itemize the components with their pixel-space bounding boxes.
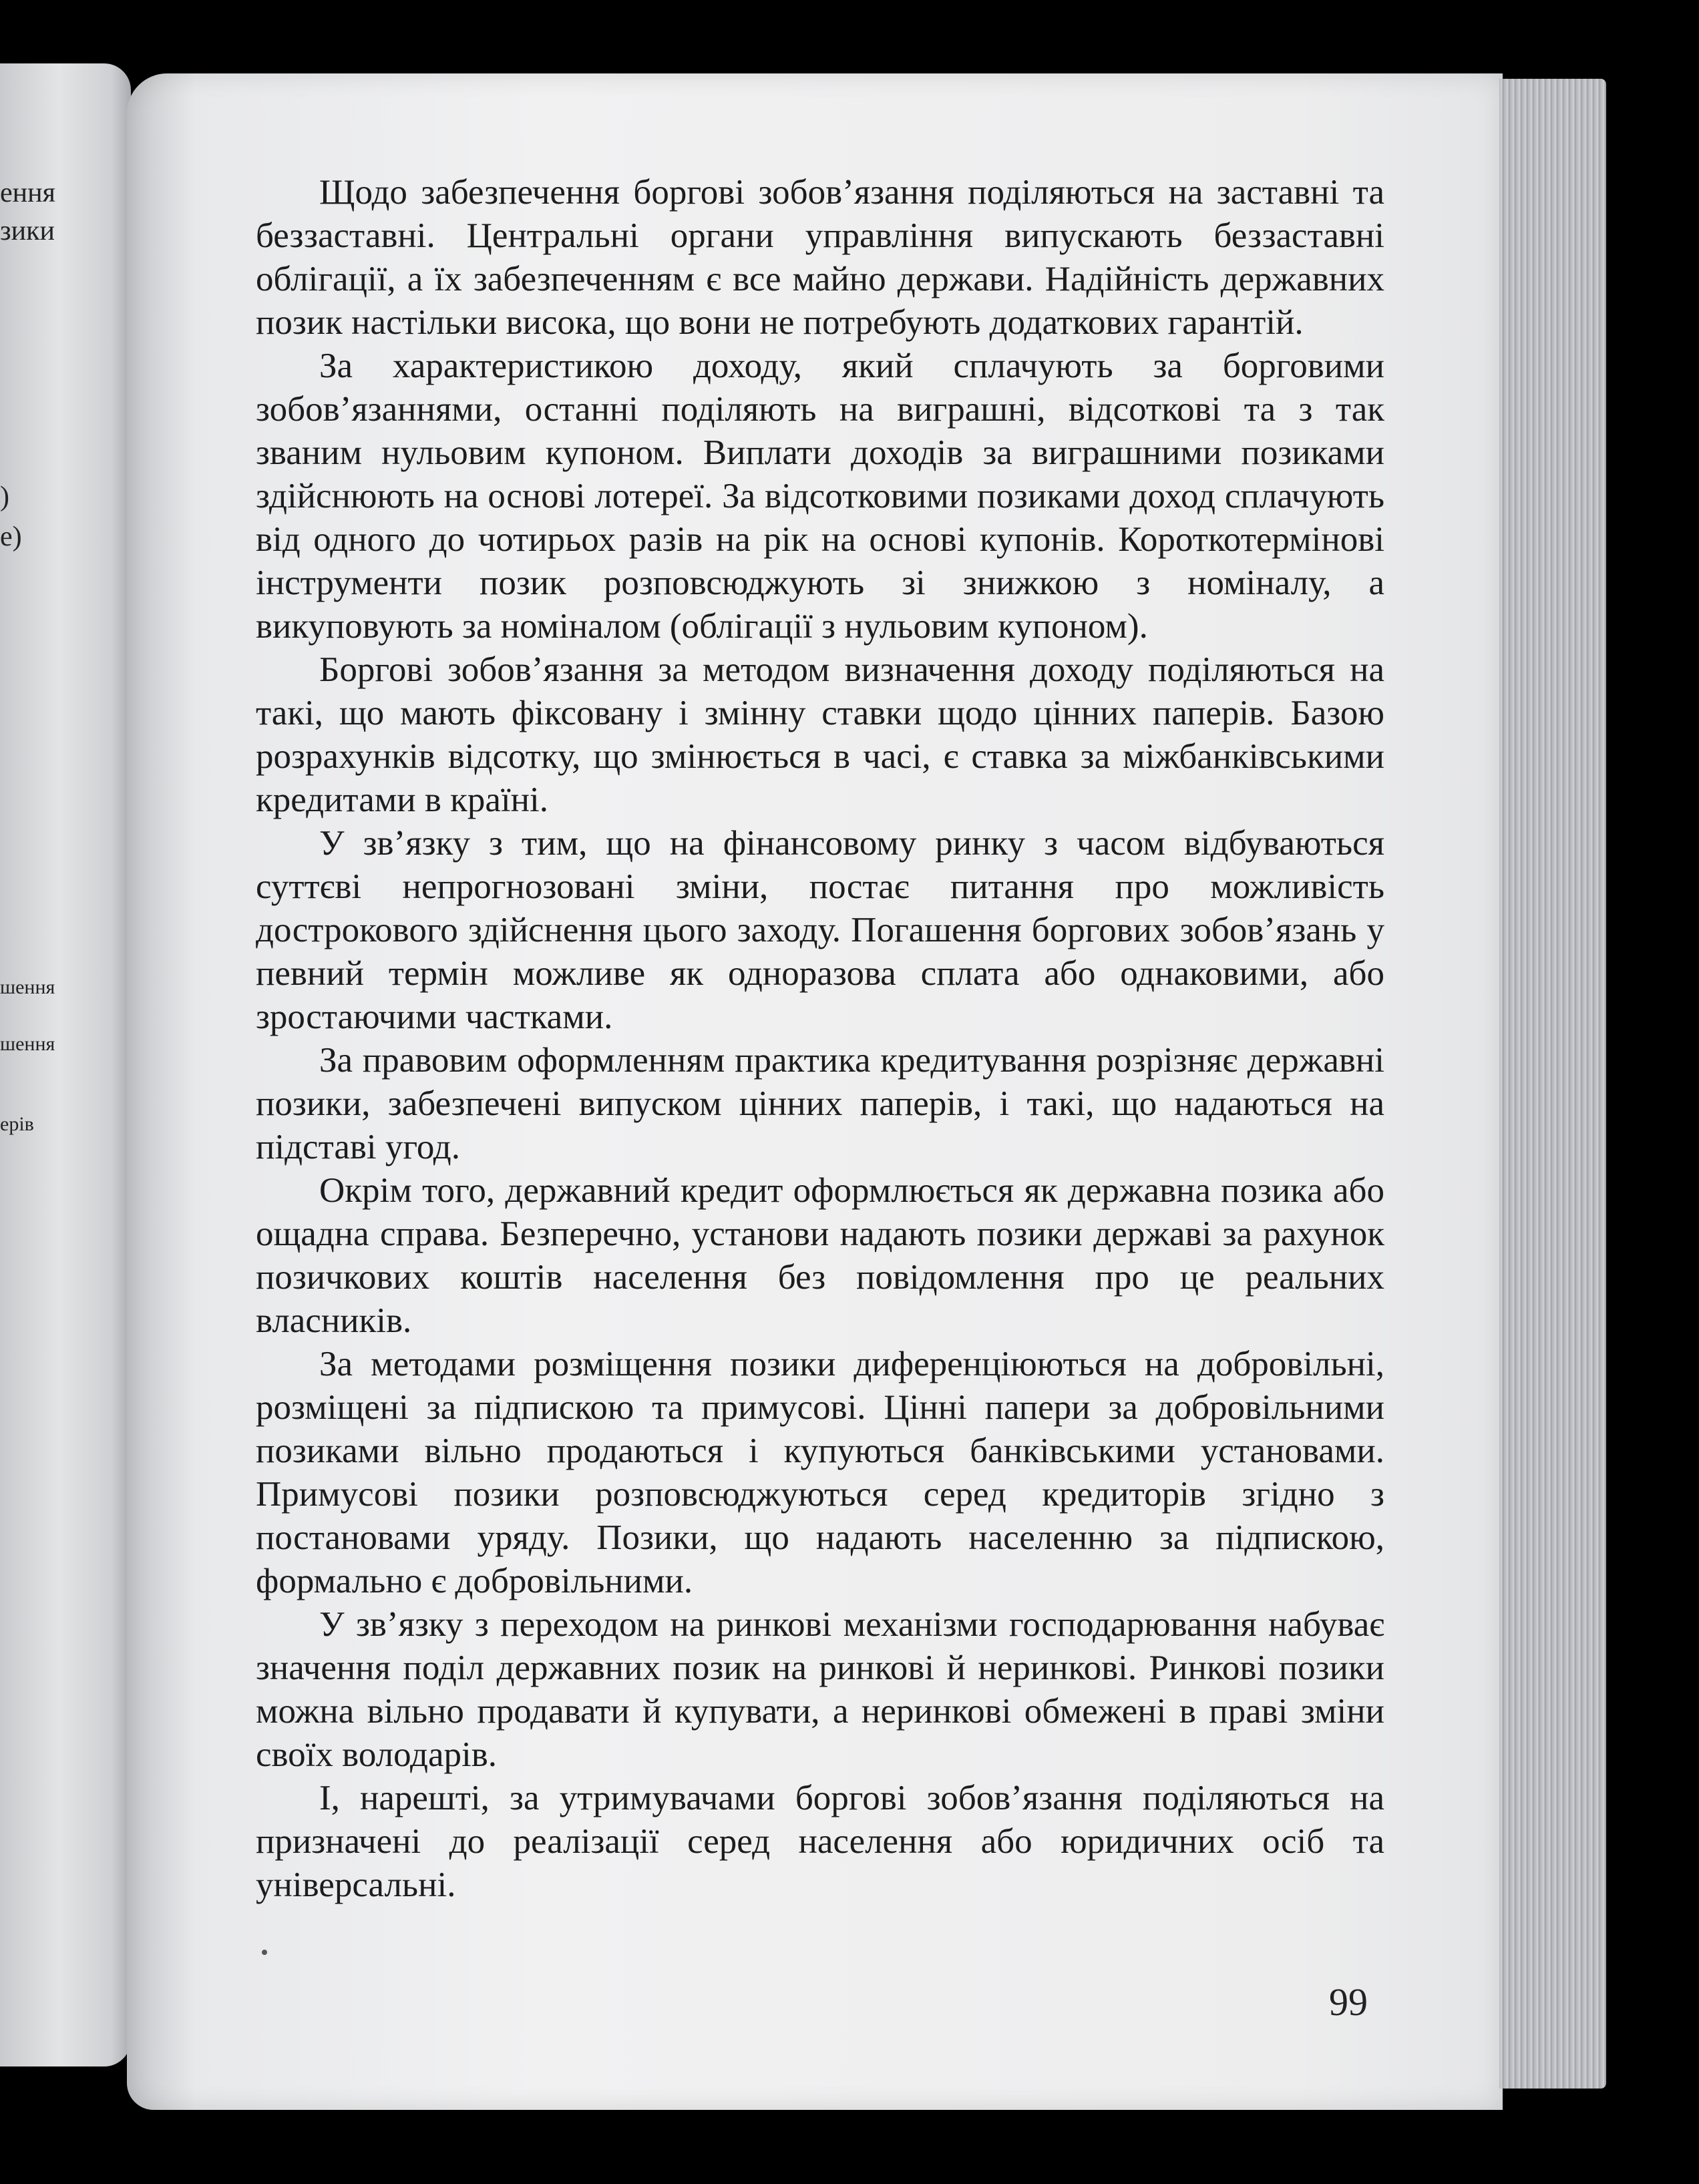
left-page-fragment: ерів xyxy=(0,1113,34,1135)
paragraph: За характеристикою доходу, який сплачують за борговими зобов’язаннями, останні поділяють на виграшні, відсоткові та з так званим нульовим купоном. Виплати доходів за виграшними позиками здійснюють на основі лотереї. За відсотковими позиками доход сплачують від одного до чотирьох разів на рік на основі купонів. Короткотермінові інструменти позик розповсюджують зі знижкою з номіналу, а викуповують за номіналом (облігації з нульовим купоном). xyxy=(256,347,1384,646)
page-body xyxy=(256,171,1384,1907)
ink-speck xyxy=(262,1950,267,1955)
paragraph: За правовим оформленням практика кредитування розрізняє державні позики, забезпечені випуском цінних паперів, і такі, що надаються на підставі угод. xyxy=(256,1041,1384,1166)
paragraph: За методами розміщення позики диференціюються на добровільні, розміщені за підпискою та примусові. Цінні папери за добровільними позиками вільно продаються і купуються банківськими установами. Примусові позики розповсюджуються серед кредиторів згідно з постановами уряду. Позики, що надають населенню за підпискою, формально є добровільними. xyxy=(256,1345,1384,1600)
left-page-fragment: шення xyxy=(0,976,55,998)
paragraph: У зв’язку з переходом на ринкові механізми господарювання набуває значення поділ державних позик на ринкові й неринкові. Ринкові позики можна вільно продавати й купувати, а неринкові обмежені в праві зміни своїх володарів. xyxy=(256,1605,1384,1774)
paragraph: Щодо забезпечення боргові зобов’язання поділяються на заставні та беззаставні. Центральні органи управління випускають беззаставні облігації, а їх забезпеченням є все майно держави. Надійність державних позик настільки висока, що вони не потребують додаткових гарантій. xyxy=(256,173,1384,342)
left-page-fragment: шення xyxy=(0,1033,55,1055)
paragraph: У зв’язку з тим, що на фінансовому ринку з часом відбуваються суттєві непрогнозовані зміни, постає питання про можливість дострокового здійснення цього заходу. Погашення боргових зобов’язань у певний термін можливе як одноразова сплата або однаковими, або зростаючими частками. xyxy=(256,824,1384,1036)
left-page-fragment: ) xyxy=(0,481,9,512)
left-page-fragment: зики xyxy=(0,216,55,246)
left-page-fragment: ення xyxy=(0,178,55,208)
paragraph: І, нарешті, за утримувачами боргові зобов’язання поділяються на призначені до реалізації серед населення або юридичних осіб та універсальні. xyxy=(256,1779,1384,1904)
page-number: 99 xyxy=(1329,1980,1368,2024)
paragraph: Окрім того, державний кредит оформлюється як державна позика або ощадна справа. Безперечно, установи надають позики державі за рахунок позичкових коштів населення без повідомлення про це реальних власників. xyxy=(256,1171,1384,1340)
previous-page xyxy=(0,63,131,2066)
paragraph: Боргові зобов’язання за методом визначення доходу поділяються на такі, що мають фіксовану і змінну ставки щодо цінних паперів. Базою розрахунків відсотку, що змінюється в часі, є ставка за міжбанківськими кредитами в країні. xyxy=(256,650,1384,819)
book-page-edges xyxy=(1499,79,1606,2089)
left-page-fragment: е) xyxy=(0,521,22,552)
